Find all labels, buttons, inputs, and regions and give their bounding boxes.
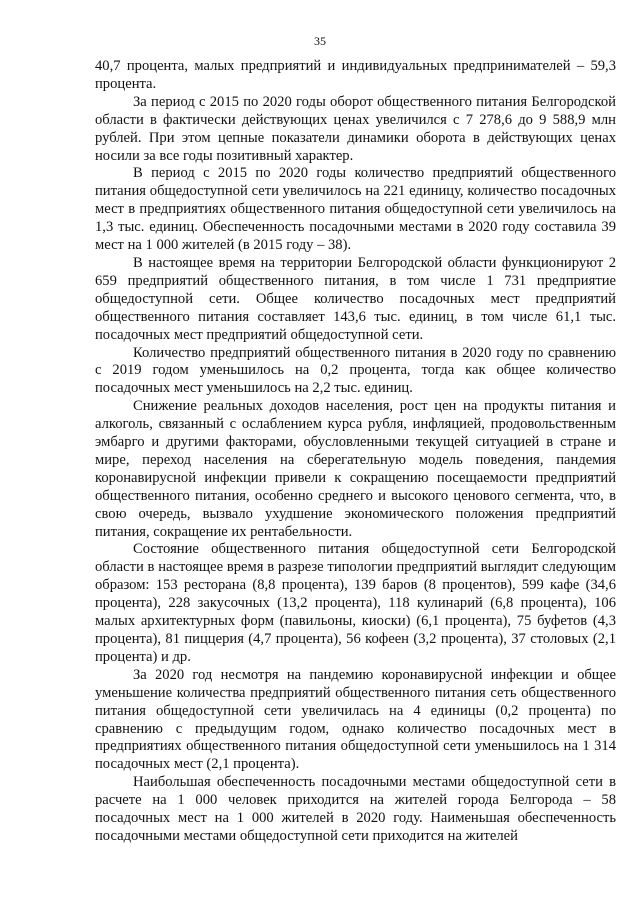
paragraph-6: Снижение реальных доходов населения, рост цен на продукты питания и алкоголь, связанный с ослаблением курса рубля, инфляцией, продовольственным эмбарго и другими факторами, обусловленными текущей ситуацией в стране и мире, переход населения на сберегательную модель поведения, пандемия коронавирусной инфекции привели к сокращению посещаемости предприятий общественного питания, особенно среднего и высокого ценового сегмента, что, в свою очередь, вызвало ухудшение экономического положения предприятий питания, сокращение их рентабельности. — [95, 398, 616, 540]
paragraph-2: За период с 2015 по 2020 годы оборот общественного питания Белгородской области в фактически действующих ценах увеличился с 7 278,6 до 9 588,9 млн рублей. При этом цепные показатели динамики оборота в действующих ценах носили за все годы позитивный характер. — [95, 93, 616, 164]
document-body — [95, 58, 616, 846]
paragraph-8: За 2020 год несмотря на пандемию коронавирусной инфекции и общее уменьшение количества предприятий общественного питания сеть общественного питания общедоступной сети увеличилась на 4 единицы (0,2 процента) по сравнению с предыдущим годом, однако количество посадочных мест в предприятиях общественного питания общедоступной сети уменьшилось на 1 314 посадочных мест (2,1 процента). — [95, 666, 616, 773]
paragraph-3: В период с 2015 по 2020 годы количество предприятий общественного питания общедоступной сети увеличилось на 221 единицу, количество посадочных мест в предприятиях общественного питания общедоступной сети увеличилось на 1,3 тыс. единиц. Обеспеченность посадочными местами в 2020 году составила 39 мест на 1 000 жителей (в 2015 году – 38). — [95, 165, 616, 254]
paragraph-5: Количество предприятий общественного питания в 2020 году по сравнению с 2019 годом уменьшилось на 0,2 процента, тогда как общее количество посадочных мест уменьшилось на 2,2 тыс. единиц. — [95, 344, 616, 397]
paragraph-7: Состояние общественного питания общедоступной сети Белгородской области в настоящее время в разрезе типологии предприятий выглядит следующим образом: 153 ресторана (8,8 процента), 139 баров (8 процентов), 599 кафе (34,6 процента), 228 закусочных (13,2 процента), 118 кулинарий (6,8 процента), 106 малых архитектурных форм (павильоны, киоски) (6,1 процента), 75 буфетов (4,3 процента), 81 пиццерия (4,7 процента), 56 кофеен (3,2 процента), 37 столовых (2,1 процента) и др. — [95, 541, 616, 665]
paragraph-9: Наибольшая обеспеченность посадочными местами общедоступной сети в расчете на 1 000 человек приходится на жителей города Белгорода – 58 посадочных мест на 1 000 жителей в 2020 году. Наименьшая обеспеченность посадочными местами общедоступной сети приходится на жителей — [95, 774, 616, 844]
page-number: 35 — [314, 34, 326, 48]
paragraph-4: В настоящее время на территории Белгородской области функционируют 2 659 предприятий общественного питания, в том числе 1 731 предприятие общедоступной сети. Общее количество посадочных мест предприятий общественного питания составляет 143,6 тыс. единиц, в том числе 61,1 тыс. посадочных мест предприятий общедоступной сети. — [95, 254, 616, 343]
paragraph-1: 40,7 процента, малых предприятий и индивидуальных предпринимателей – 59,3 процента. — [95, 58, 616, 92]
